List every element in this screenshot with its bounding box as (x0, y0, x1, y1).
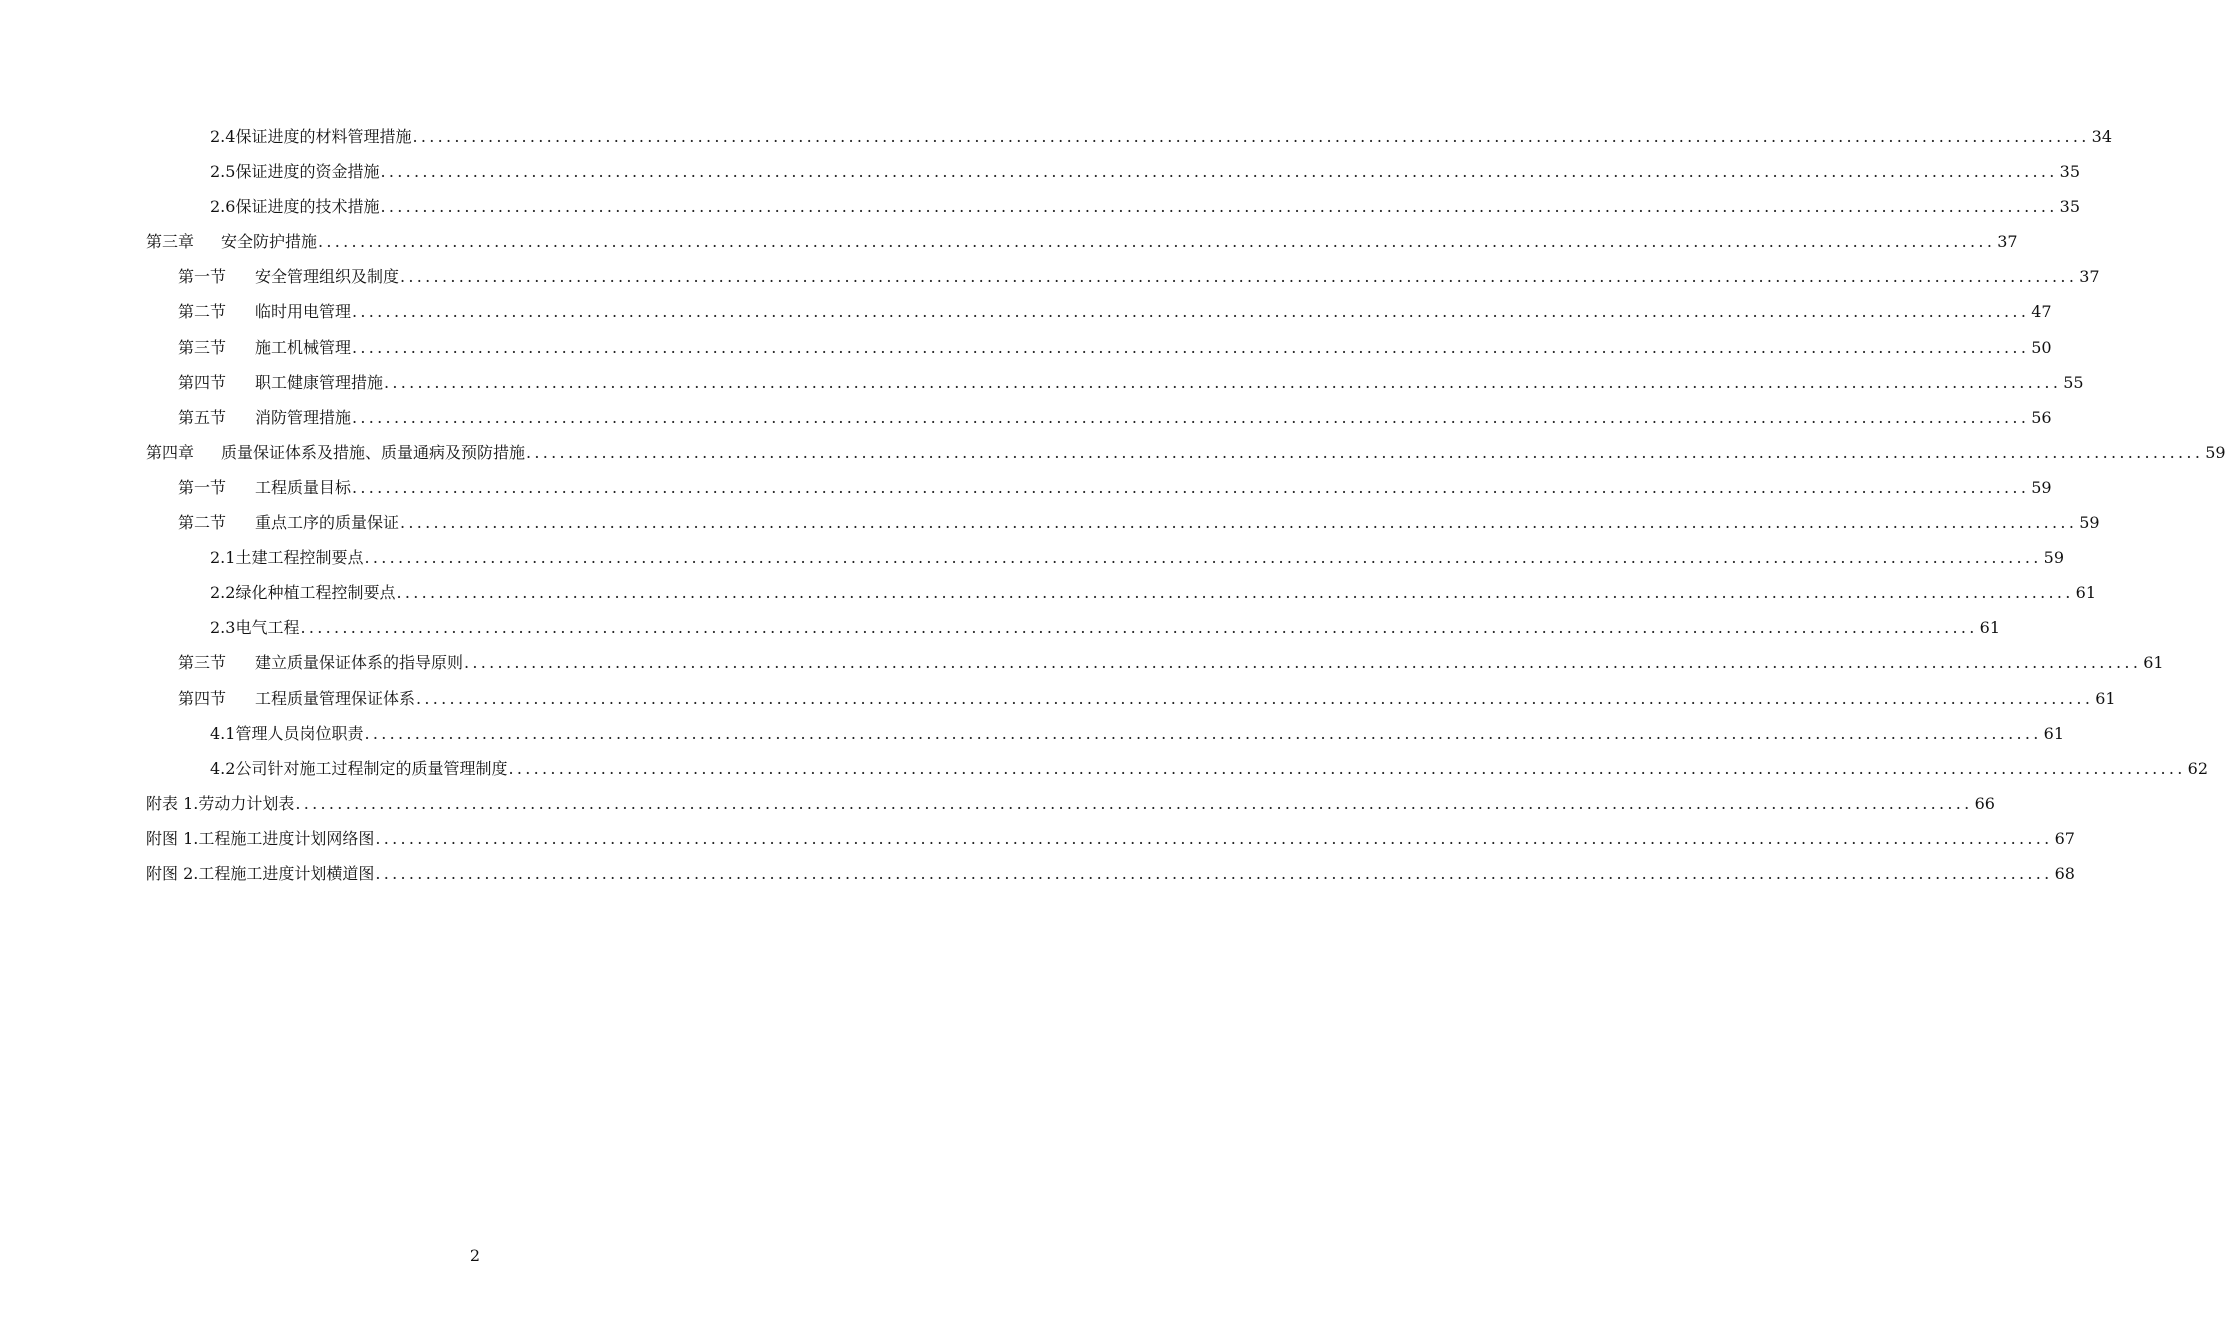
toc-entry-page: 35 (2059, 197, 2081, 217)
toc-entry-title: 电气工程 (235, 618, 300, 638)
toc-entry-title: 施工机械管理 (255, 337, 352, 357)
dot-leader: ........................................................................................................................................................................................................ (400, 267, 2078, 287)
dot-leader: ........................................................................................................................................................................................................ (416, 688, 2094, 708)
dot-leader: ........................................................................................................................................................................................................ (384, 372, 2062, 392)
toc-entry-number: 附图 1. (146, 828, 199, 848)
toc-entry[interactable] (0, 786, 1995, 821)
toc-entry-number: 第四节 (178, 688, 227, 708)
dot-leader: ........................................................................................................................................................................................................ (412, 127, 2090, 146)
toc-entry-page: 66 (1974, 793, 1995, 813)
toc-entry-title: 工程施工进度计划网络图 (198, 828, 375, 848)
toc-entry-page: 62 (2187, 758, 2209, 778)
toc-entry[interactable] (0, 575, 2097, 610)
toc-entry[interactable] (0, 224, 2018, 259)
toc-entry[interactable] (0, 681, 2116, 716)
toc-entry-title: 工程质量管理保证体系 (255, 688, 416, 708)
toc-entry-page: 35 (2059, 162, 2081, 182)
toc-entry-number: 2.3 (210, 618, 236, 638)
toc-entry-number: 第三节 (178, 337, 227, 357)
toc-entry-number: 2.2 (210, 583, 236, 603)
toc-entry-page: 61 (2095, 688, 2116, 708)
toc-entry-page: 61 (2075, 583, 2097, 603)
toc-entry[interactable] (0, 365, 2084, 400)
toc-entry-page: 59 (2079, 513, 2100, 533)
toc-entry[interactable] (0, 505, 2100, 540)
toc-entry-title: 重点工序的质量保证 (255, 513, 400, 533)
dot-leader: ........................................................................................................................................................................................................ (295, 793, 1973, 813)
toc-entry-number: 4.2 (210, 758, 236, 778)
toc-entry[interactable] (0, 154, 2081, 189)
toc-entry-title: 临时用电管理 (255, 302, 352, 322)
toc-entry-page: 61 (2043, 723, 2065, 743)
dot-leader: ........................................................................................................................................................................................................ (300, 618, 1978, 638)
toc-entry-number: 2.4 (210, 127, 236, 146)
toc-entry-number: 第四章 (146, 442, 195, 462)
toc-entry-number: 附图 2. (146, 863, 199, 883)
toc-entry-number: 第三节 (178, 653, 227, 673)
toc-entry[interactable] (0, 856, 2075, 891)
toc-entry-page: 55 (2063, 372, 2084, 392)
toc-entry[interactable] (0, 435, 2226, 470)
toc-entry-number: 第一节 (178, 267, 227, 287)
toc-entry[interactable] (0, 751, 2209, 786)
toc-entry-title: 建立质量保证体系的指导原则 (255, 653, 464, 673)
toc-entry-number: 第三章 (146, 232, 195, 252)
toc-entry[interactable] (0, 610, 2001, 645)
toc-entry-number: 2.1 (210, 548, 236, 568)
toc-entry-page: 68 (2054, 863, 2075, 883)
toc-entry[interactable] (0, 330, 2052, 365)
toc-entry-page: 61 (1979, 618, 2001, 638)
dot-leader: ........................................................................................................................................................................................................ (508, 758, 2186, 778)
dot-leader: ........................................................................................................................................................................................................ (396, 583, 2074, 603)
toc-entry-title: 工程质量目标 (255, 477, 352, 497)
toc-entry-page: 61 (2143, 653, 2164, 673)
toc-entry[interactable] (0, 716, 2065, 751)
dot-leader: ........................................................................................................................................................................................................ (364, 723, 2042, 743)
toc-entry-number: 第五节 (178, 407, 227, 427)
toc-entry-page: 67 (2054, 828, 2075, 848)
toc-entry-page: 56 (2031, 407, 2052, 427)
toc-entry[interactable] (0, 259, 2100, 294)
dot-leader: ........................................................................................................................................................................................................ (380, 197, 2058, 217)
page-number: 2 (469, 1246, 481, 1265)
dot-leader: ........................................................................................................................................................................................................ (352, 337, 2030, 357)
toc-entry-page: 59 (2205, 442, 2226, 462)
toc-entry-number: 附表 1. (146, 793, 199, 813)
dot-leader: ........................................................................................................................................................................................................ (526, 442, 2204, 462)
toc-entry[interactable] (0, 470, 2052, 505)
toc-entry-page: 59 (2031, 477, 2052, 497)
table-of-contents (0, 119, 2226, 891)
toc-entry-page: 34 (2091, 127, 2113, 146)
toc-entry-page: 37 (1997, 232, 2018, 252)
toc-entry[interactable] (0, 821, 2075, 856)
toc-entry-title: 安全管理组织及制度 (255, 267, 400, 287)
toc-entry[interactable] (0, 189, 2081, 224)
toc-entry-number: 第二节 (178, 513, 227, 533)
dot-leader: ........................................................................................................................................................................................................ (352, 477, 2030, 497)
toc-entry[interactable] (0, 400, 2052, 435)
toc-entry-title: 消防管理措施 (255, 407, 352, 427)
dot-leader: ........................................................................................................................................................................................................ (400, 513, 2078, 533)
toc-entry-number: 4.1 (210, 723, 236, 743)
toc-entry-number: 2.5 (210, 162, 236, 182)
toc-entry-title: 保证进度的资金措施 (235, 162, 380, 182)
dot-leader: ........................................................................................................................................................................................................ (352, 302, 2030, 322)
toc-entry[interactable] (0, 645, 2164, 680)
toc-entry-number: 第四节 (178, 372, 227, 392)
toc-entry-title: 公司针对施工过程制定的质量管理制度 (235, 758, 508, 778)
toc-entry-number: 2.6 (210, 197, 236, 217)
dot-leader: ........................................................................................................................................................................................................ (375, 828, 2053, 848)
dot-leader: ........................................................................................................................................................................................................ (364, 548, 2042, 568)
toc-entry-title: 土建工程控制要点 (235, 548, 364, 568)
toc-entry-number: 第二节 (178, 302, 227, 322)
toc-entry-page: 50 (2031, 337, 2052, 357)
dot-leader: ........................................................................................................................................................................................................ (464, 653, 2142, 673)
toc-entry[interactable] (0, 294, 2052, 329)
toc-entry-number: 第一节 (178, 477, 227, 497)
toc-entry-page: 59 (2043, 548, 2065, 568)
toc-entry-title: 绿化种植工程控制要点 (235, 583, 396, 603)
dot-leader: ........................................................................................................................................................................................................ (318, 232, 1996, 252)
toc-entry-title: 管理人员岗位职责 (235, 723, 364, 743)
toc-entry[interactable] (0, 540, 2065, 575)
dot-leader: ........................................................................................................................................................................................................ (375, 863, 2053, 883)
toc-entry-title: 职工健康管理措施 (255, 372, 384, 392)
toc-entry-title: 安全防护措施 (221, 232, 318, 252)
toc-entry-title: 劳动力计划表 (198, 793, 295, 813)
toc-entry-title: 保证进度的技术措施 (235, 197, 380, 217)
toc-entry-page: 47 (2031, 302, 2052, 322)
toc-entry-title: 质量保证体系及措施、质量通病及预防措施 (221, 442, 526, 462)
toc-entry-page: 37 (2079, 267, 2100, 287)
dot-leader: ........................................................................................................................................................................................................ (380, 162, 2058, 182)
toc-entry-title: 工程施工进度计划横道图 (198, 863, 375, 883)
toc-entry[interactable] (0, 119, 2113, 154)
toc-entry-title: 保证进度的材料管理措施 (235, 127, 412, 146)
dot-leader: ........................................................................................................................................................................................................ (352, 407, 2030, 427)
